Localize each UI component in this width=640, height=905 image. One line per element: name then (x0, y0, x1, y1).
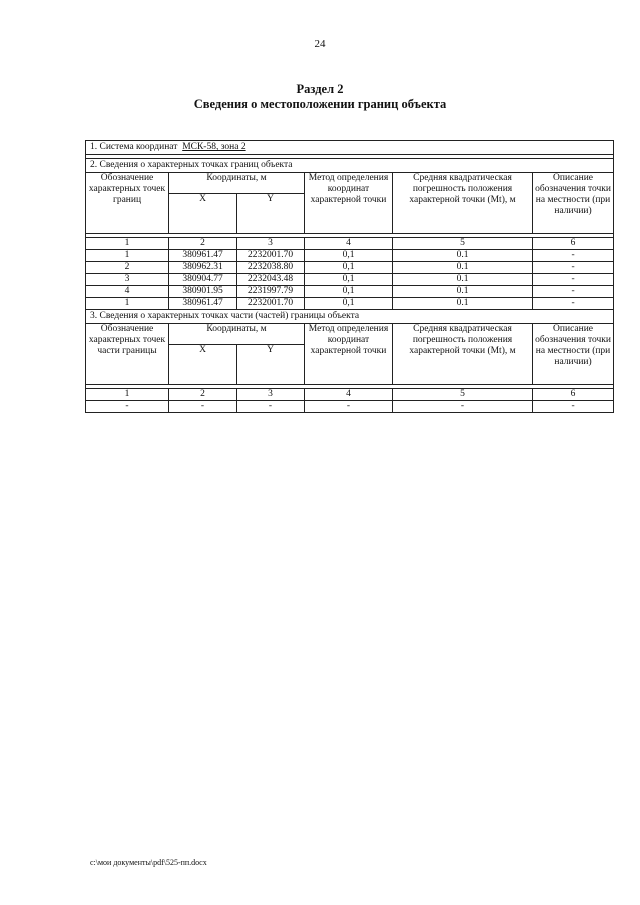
coord-y: 2232001.70 (237, 250, 305, 262)
header-coordinates: Координаты, м (169, 324, 305, 345)
page-heading (0, 82, 640, 112)
coordinate-system-value: МСК-58, зона 2 (182, 142, 246, 152)
point-id: 1 (86, 250, 169, 262)
section2-title: 2. Сведения о характерных точках границ объекта (86, 159, 614, 173)
coord-y: 2232038.80 (237, 262, 305, 274)
column-number: 6 (533, 238, 614, 250)
file-path-footer: c:\мои документы\pdf\525-пп.docx (90, 858, 207, 867)
error-value: 0.1 (393, 262, 533, 274)
coord-y: 2232043.48 (237, 274, 305, 286)
description-value: - (533, 250, 614, 262)
page-number: 24 (314, 38, 326, 50)
table-row (86, 274, 614, 286)
column-number: 1 (86, 389, 169, 401)
coord-x: 380961.47 (169, 250, 237, 262)
description-value: - (533, 262, 614, 274)
point-id: 2 (86, 262, 169, 274)
header-designation: Обозначение характерных точек границ (86, 173, 169, 234)
method-value: 0,1 (305, 298, 393, 310)
method-value: 0,1 (305, 274, 393, 286)
coordinate-system-label: 1. Система координат (90, 142, 178, 152)
coordinate-system-row (86, 141, 614, 155)
description-value: - (533, 401, 614, 413)
table-row (86, 250, 614, 262)
header-x: X (169, 345, 237, 385)
section3-title: 3. Сведения о характерных точках части (частей) границы объекта (86, 310, 614, 324)
point-id: 3 (86, 274, 169, 286)
coord-x: 380962.31 (169, 262, 237, 274)
header-coordinates: Координаты, м (169, 173, 305, 194)
column-number: 1 (86, 238, 169, 250)
header-method: Метод определения координат характерной точки (305, 173, 393, 234)
column-number: 5 (393, 238, 533, 250)
coord-x: 380961.47 (169, 298, 237, 310)
error-value: 0.1 (393, 286, 533, 298)
header-error: Средняя квадратическая погрешность положения характерной точки (Mt), м (393, 324, 533, 385)
coord-x: - (169, 401, 237, 413)
section-subtitle: Сведения о местоположении границ объекта (193, 97, 447, 111)
method-value: 0,1 (305, 286, 393, 298)
coord-x: 380904.77 (169, 274, 237, 286)
method-value: - (305, 401, 393, 413)
column-number: 3 (237, 238, 305, 250)
header-designation: Обозначение характерных точек части границы (86, 324, 169, 385)
coord-x: 380901.95 (169, 286, 237, 298)
column-number: 2 (169, 238, 237, 250)
boundary-table (85, 140, 614, 413)
description-value: - (533, 274, 614, 286)
header-description: Описание обозначения точки на местности (при наличии) (533, 324, 614, 385)
error-value: 0.1 (393, 250, 533, 262)
column-number: 3 (237, 389, 305, 401)
error-value: 0.1 (393, 274, 533, 286)
table-row (86, 262, 614, 274)
column-number: 2 (169, 389, 237, 401)
description-value: - (533, 298, 614, 310)
table-row (86, 286, 614, 298)
description-value: - (533, 286, 614, 298)
header-y: Y (237, 194, 305, 234)
method-value: 0,1 (305, 262, 393, 274)
header-x: X (169, 194, 237, 234)
column-number-row (86, 389, 614, 401)
header-description: Описание обозначения точки на местности (при наличии) (533, 173, 614, 234)
column-number-row (86, 238, 614, 250)
header-error: Средняя квадратическая погрешность положения характерной точки (Mt), м (393, 173, 533, 234)
point-id: 4 (86, 286, 169, 298)
column-number: 4 (305, 389, 393, 401)
column-number: 5 (393, 389, 533, 401)
coord-y: - (237, 401, 305, 413)
error-value: - (393, 401, 533, 413)
point-id: 1 (86, 298, 169, 310)
header-method: Метод определения координат характерной точки (305, 324, 393, 385)
method-value: 0,1 (305, 250, 393, 262)
header-y: Y (237, 345, 305, 385)
column-number: 4 (305, 238, 393, 250)
column-number: 6 (533, 389, 614, 401)
coord-y: 2231997.79 (237, 286, 305, 298)
point-id: - (86, 401, 169, 413)
table-row (86, 401, 614, 413)
table-row (86, 298, 614, 310)
coord-y: 2232001.70 (237, 298, 305, 310)
section-title: Раздел 2 (296, 82, 344, 96)
error-value: 0.1 (393, 298, 533, 310)
